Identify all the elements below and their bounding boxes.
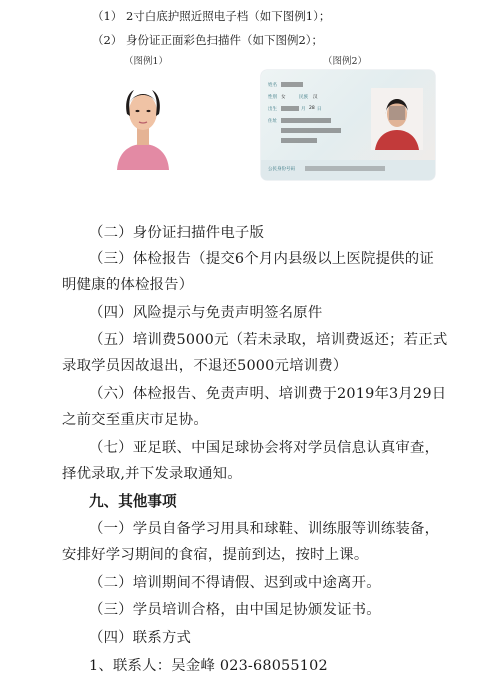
- id-field-ethnicity: 民族: [299, 95, 308, 100]
- passport-photo-example: [108, 72, 178, 170]
- id-field-sex: 性别: [268, 95, 277, 100]
- id-birth-month-label: 月: [301, 107, 306, 112]
- id-field-birth: 出生: [268, 107, 277, 112]
- id-address-redacted-2: [281, 128, 341, 133]
- id-birth-day-value: 28: [309, 106, 315, 111]
- id-address-redacted-3: [281, 138, 317, 143]
- id-address-redacted-1: [281, 118, 331, 123]
- id-field-name: 姓名: [268, 83, 277, 88]
- id-portrait: [371, 88, 423, 150]
- id-sex-value: 女: [281, 95, 286, 100]
- item-4-risk-disclaimer: （四）风险提示与免责声明签名原件: [89, 305, 323, 321]
- id-ethnicity-value: 汉: [313, 95, 318, 100]
- id-field-address: 住址: [268, 119, 277, 124]
- item-6-deadline-cont: 之前交至重庆市足协。: [62, 412, 208, 428]
- item-3-medical-report-cont: 明健康的体检报告）: [62, 277, 194, 293]
- item-2-id-scan: （二）身份证扫描件电子版: [89, 225, 265, 241]
- example-2-caption: （图例2）: [323, 56, 368, 67]
- item-5-training-fee-cont: 录取学员因故退出，不退还5000元培训费）: [62, 358, 348, 374]
- contact-person: 1、联系人：吴金峰 023-68055102: [89, 658, 328, 674]
- id-birth-year-redacted: [281, 106, 299, 111]
- other-item-3-certificate: （三）学员培训合格，由中国足协颁发证书。: [89, 602, 381, 618]
- section-heading-other-matters: 九、其他事项: [89, 493, 177, 510]
- other-item-1-equipment: （一）学员自备学习用具和球鞋、训练服等训练装备，: [89, 521, 440, 537]
- id-number-label: 公民身份号码: [268, 167, 295, 172]
- item-7-review-cont: 择优录取,并下发录取通知。: [62, 466, 242, 482]
- item-3-medical-report: （三）体检报告（提交6个月内县级以上医院提供的证: [89, 251, 434, 267]
- item-6-deadline: （六）体检报告、免责声明、培训费于2019年3月29日: [89, 386, 447, 402]
- id-card-scan-example: [261, 70, 435, 180]
- id-name-value-redacted: [281, 82, 303, 87]
- requirement-item-1: （1） 2寸白底护照近照电子档（如下图例1）；: [92, 9, 331, 23]
- item-7-review: （七）亚足联、中国足球协会将对学员信息认真审查，: [89, 440, 440, 456]
- other-item-4-contact-heading: （四）联系方式: [89, 630, 192, 646]
- other-item-1-equipment-cont: 安排好学习期间的食宿，提前到达，按时上课。: [62, 547, 369, 563]
- id-birth-day-label: 日: [317, 107, 322, 112]
- other-item-2-attendance: （二）培训期间不得请假、迟到或中途离开。: [89, 575, 381, 591]
- example-1-caption: （图例1）: [124, 56, 169, 67]
- id-number-redacted: [305, 166, 385, 171]
- requirement-item-2: （2） 身份证正面彩色扫描件（如下图例2）；: [92, 33, 324, 47]
- item-5-training-fee: （五）培训费5000元（若未录取，培训费返还；若正式: [89, 332, 448, 348]
